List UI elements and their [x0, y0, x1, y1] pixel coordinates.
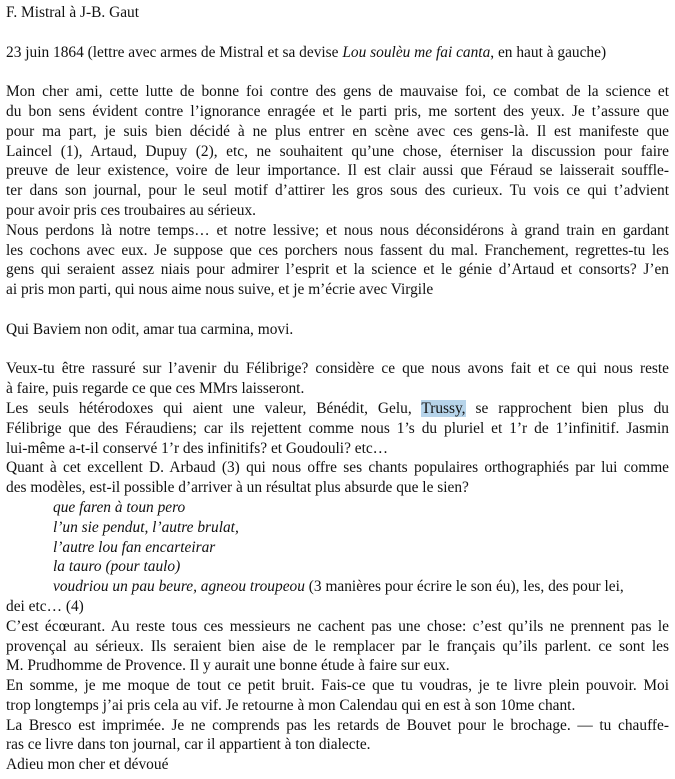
text-line: gens qui seraient assez niais pour admirer l’esprit et la science et le génie d’Artaud et consorts? J’en	[6, 261, 669, 279]
dateline	[6, 43, 669, 63]
text-line: dei etc… (4)	[6, 597, 84, 615]
verse-line: l’autre lou fan encarteirar	[53, 538, 216, 556]
paragraph-3	[6, 359, 669, 399]
paragraph-4	[6, 399, 669, 458]
text-segment: se rapprochent bien plus du	[465, 399, 669, 417]
text-segment: Les seuls hétérodoxes qui aient une valeur, Bénédit, Gelu,	[6, 399, 422, 417]
text-line: Mon cher ami, cette lutte de bonne foi contre des gens de mauvaise foi, ce combat de la science et	[6, 83, 669, 101]
dateline-suffix: , en haut à gauche)	[490, 43, 607, 61]
verse-line: que faren à toun pero	[53, 498, 186, 516]
spacer	[6, 340, 669, 360]
paragraph-6	[6, 617, 669, 676]
spacer	[6, 23, 669, 43]
text-line: La Bresco est imprimée. Je ne comprends pas les retards de Bouvet pour le brochage. — tu chauffe-	[6, 716, 669, 734]
text-line: lui-même a-t-il conservé 1’r des infinitifs? et Goudouli? etc…	[6, 439, 389, 457]
text-line: M. Prudhomme de Provence. Il y aurait une bonne étude à faire sur eux.	[6, 657, 450, 675]
spacer	[6, 62, 669, 82]
text-line: Veux-tu être rassuré sur l’avenir du Félibrige? considère ce que nous avons fait et ce qui nous reste	[6, 360, 669, 378]
text-line: C’est écœurant. Au reste tous ces messieurs ne cachent pas une chose: c’est qu’ils ne prennent pas le	[6, 617, 669, 635]
verse-suffix: (3 manières pour écrire le son éu), les, des pour lei,	[304, 578, 624, 596]
paragraph-7	[6, 676, 669, 716]
text-line: pour avoir pris ces troubaires au sérieux.	[6, 201, 257, 219]
verse-italic: voudriou un pau beure, agneou troupeou	[53, 578, 305, 596]
motto: Lou soulèu me fai canta	[342, 43, 491, 61]
text-line: des modèles, est-il possible d’arriver à un résultat plus absurde que le sien?	[6, 479, 469, 497]
text-line: Quant à cet excellent D. Arbaud (3) qui nous offre ses chants populaires orthographiés par lui comme	[6, 459, 669, 477]
text-line: En somme, je me moque de tout ce petit bruit. Fais-ce que tu voudras, je te livre plein pouvoir. Moi	[6, 677, 669, 695]
verse-block	[6, 498, 669, 597]
text-line: Félibrige que des Féraudiens; car ils rejettent comme nous 1’s du pluriel et 1’r de 1’infinitif. Jasmin	[6, 419, 669, 437]
paragraph-2	[6, 221, 669, 300]
verse-line: la tauro (pour taulo)	[53, 558, 181, 576]
paragraph-1	[6, 82, 669, 221]
text-line: à faire, puis regarde ce que ces MMrs laisseront.	[6, 380, 305, 398]
paragraph-8	[6, 716, 669, 756]
verse-line: l’un sie pendut, l’autre brulat,	[53, 518, 239, 536]
text-line: provençal au sérieux. Ils seraient bien aise de le remplacer par le français qu’ils parlent. ce sont les	[6, 637, 669, 655]
verse-line	[6, 577, 669, 597]
letter-header: F. Mistral à J-B. Gaut	[6, 4, 139, 21]
text-line: du bon sens évident contre l’ignorance enragée et le parti pris, me sortent des yeux. Je t’assure que	[6, 102, 669, 120]
text-line	[6, 399, 669, 419]
closing-line: Adieu mon cher et dévoué	[6, 756, 169, 774]
text-line: ter dans son journal, pour le seul motif d’attirer les gros sous des curieux. Tu vois ce qui t’advient	[6, 182, 669, 200]
paragraph-5	[6, 458, 669, 498]
spacer	[6, 300, 669, 320]
text-line: les cochons avec eux. Je suppose que ces porchers nous fassent du mal. Franchement, regrettes-tu les	[6, 241, 669, 259]
text-line: ai pris mon parti, qui nous aime nous suive, et je m’écrie avec Virgile	[6, 281, 434, 299]
dateline-prefix: 23 juin 1864 (lettre avec armes de Mistral et sa devise	[6, 43, 343, 61]
selected-word-highlight[interactable]: Trussy,	[421, 399, 466, 417]
text-line: Laincel (1), Artaud, Dupuy (2), etc, ne souhaitent qu’une chose, éterniser la discussion pour faire	[6, 142, 669, 160]
text-line: Nous perdons là notre temps… et notre lessive; et nous nous déconsidérons à grand train en gardant	[6, 221, 669, 239]
text-line: trop longtemps j’ai pris cela au vif. Je retourne à mon Calendau qui en est à son 10me chant.	[6, 696, 576, 714]
latin-quote: Qui Baviem non odit, amar tua carmina, movi.	[6, 320, 294, 338]
text-line: pour ma part, je suis bien décidé à ne plus entrer en scène avec ces gens-là. Il est manifeste que	[6, 122, 669, 140]
text-line: ras ce livre dans ton journal, car il appartient à ton dialecte.	[6, 736, 371, 754]
text-line: preuve de leur existence, voire de leur importance. Il est clair aussi que Féraud se laisserait souffle-	[6, 162, 669, 180]
